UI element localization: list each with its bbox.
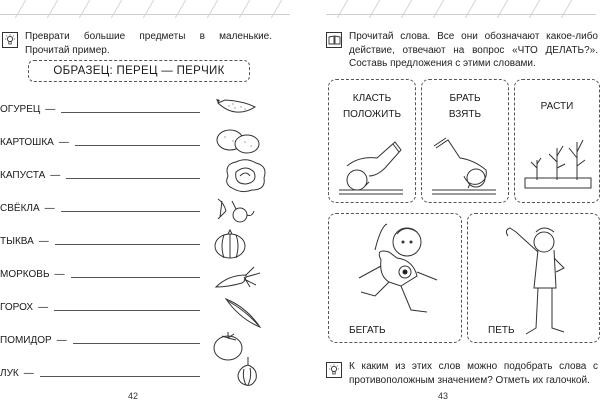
cucumber-icon <box>215 97 257 119</box>
word-row: ТЫКВА — <box>0 231 200 247</box>
word-row: КАПУСТА — <box>0 165 200 181</box>
page-number: 43 <box>438 391 449 401</box>
writing-grid <box>0 0 290 18</box>
row-word: КАРТОШКА <box>0 137 54 148</box>
row-word: ТЫКВА <box>0 236 34 247</box>
growing-plants-icon <box>521 132 595 196</box>
answer-line[interactable] <box>40 376 200 377</box>
potatoes-icon <box>215 127 261 155</box>
answer-line[interactable] <box>54 310 200 311</box>
pumpkin-icon <box>212 228 248 260</box>
word-row: ОГУРЕЦ — <box>0 99 200 115</box>
left-page <box>0 0 296 401</box>
row-word: ЛУК <box>0 368 19 379</box>
task-instruction <box>2 30 272 57</box>
onion-icon <box>234 355 260 389</box>
cabbage-icon <box>222 158 270 194</box>
row-word: ГОРОХ <box>0 302 34 313</box>
answer-line[interactable] <box>73 343 200 344</box>
answer-line[interactable] <box>61 211 200 212</box>
running-boy-icon <box>345 220 449 320</box>
word-card: БРАТЬ ВЗЯТЬ <box>421 79 509 203</box>
task-text: Прочитай слова. Все они обозначают какое-либо действие, отвечают на вопрос «ЧТО ДЕЛАТЬ?». Составь предложения с этими словами. <box>349 31 598 69</box>
word-card: РАСТИ <box>514 79 600 203</box>
hand-placing-apple-icon <box>337 132 409 196</box>
hand-taking-apple-icon <box>430 132 502 196</box>
task-instruction <box>326 30 598 71</box>
word-card: БЕГАТЬ <box>328 213 462 343</box>
row-word: МОРКОВЬ <box>0 269 50 280</box>
word-row: КАРТОШКА — <box>0 132 200 148</box>
row-word: ОГУРЕЦ <box>0 104 41 115</box>
lightbulb-icon <box>326 362 342 378</box>
answer-line[interactable] <box>66 178 200 179</box>
word-row: ЛУК — <box>0 363 200 379</box>
carrot-icon <box>214 265 264 295</box>
writing-grid <box>326 0 596 18</box>
word-row: ПОМИДОР — <box>0 330 200 346</box>
right-page <box>304 0 600 401</box>
answer-line[interactable] <box>61 112 200 113</box>
lightbulb-icon <box>2 32 18 48</box>
answer-line[interactable] <box>75 145 200 146</box>
word-card: КЛАСТЬ ПОЛОЖИТЬ <box>328 79 416 203</box>
book-gutter <box>296 0 304 401</box>
word-row: МОРКОВЬ — <box>0 264 200 280</box>
beet-icon <box>214 197 258 227</box>
pea-pod-icon <box>222 295 264 331</box>
word-row: ГОРОХ — <box>0 297 200 313</box>
task-text: Преврати большие предметы в маленькие. Прочитай пример. <box>25 31 272 56</box>
bottom-task-instruction <box>326 360 598 387</box>
row-word: КАПУСТА <box>0 170 46 181</box>
answer-line[interactable] <box>71 277 200 278</box>
page-number: 42 <box>128 391 139 401</box>
row-word: СВЁКЛА <box>0 203 40 214</box>
row-word: ПОМИДОР <box>0 335 52 346</box>
word-card: ПЕТЬ <box>467 213 600 343</box>
task-text: К каким из этих слов можно подобрать слова с противоположным значением? Отметь их галочкой. <box>349 361 598 386</box>
book-icon <box>326 32 342 48</box>
answer-line[interactable] <box>55 244 200 245</box>
sample-box: ОБРАЗЕЦ: ПЕРЕЦ — ПЕРЧИК <box>28 60 250 82</box>
word-row: СВЁКЛА — <box>0 198 200 214</box>
